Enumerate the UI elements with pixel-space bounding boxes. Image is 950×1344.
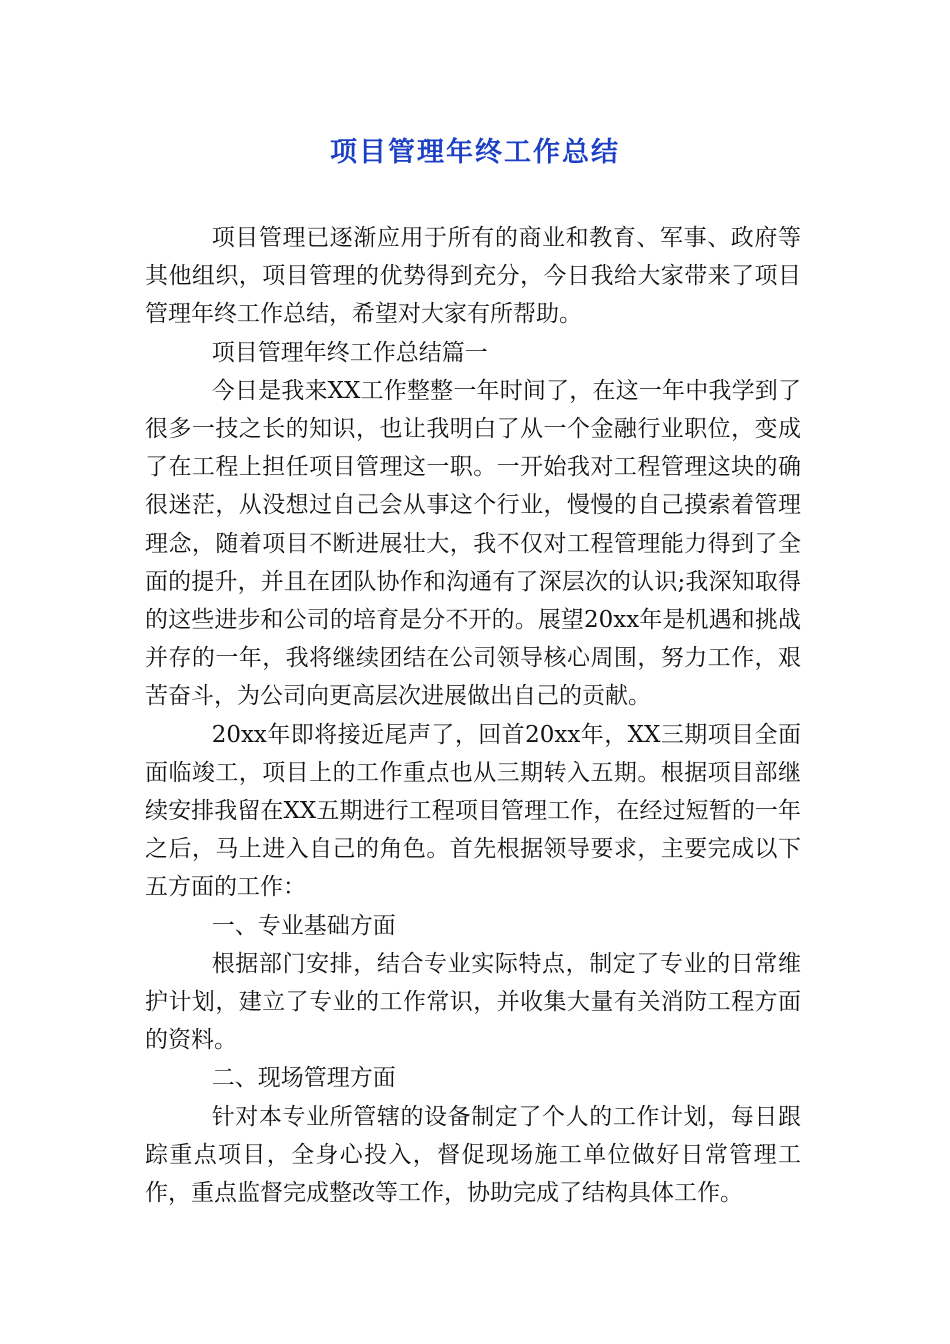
section-heading: 项目管理年终工作总结篇一: [211, 339, 488, 366]
paragraph: 根据部门安排，结合专业实际特点，制定了专业的日常维护计划，建立了专业的工作常识，并收集大量有关消防工程方面的资料。: [145, 950, 801, 1054]
paragraph: 针对本专业所管辖的设备制定了个人的工作计划，每日跟踪重点项目，全身心投入，督促现场施工单位做好日常管理工作，重点监督完成整改等工作，协助完成了结构具体工作。: [145, 1103, 801, 1207]
subheading-professional-basics: 一、专业基础方面: [211, 912, 396, 939]
document-body: [145, 219, 801, 1212]
paragraph: 20xx年即将接近尾声了，回首20xx年，XX三期项目全面面临竣工，项目上的工作重点也从三期转入五期。根据项目部继续安排我留在XX五期进行工程项目管理工作，在经过短暂的一年之后，马上进入自己的角色。首先根据领导要求，主要完成以下五方面的工作：: [145, 721, 801, 901]
paragraph: 今日是我来XX工作整整一年时间了，在这一年中我学到了很多一技之长的知识，也让我明白了从一个金融行业职位，变成了在工程上担任项目管理这一职。一开始我对工程管理这块的确很迷茫，从没想过自己会从事这个行业，慢慢的自己摸索着管理理念，随着项目不断进展壮大，我不仅对工程管理能力得到了全面的提升，并且在团队协作和沟通有了深层次的认识;我深知取得的这些进步和公司的培育是分不开的。展望20xx年是机遇和挑战并存的一年，我将继续团结在公司领导核心周围，努力工作，艰苦奋斗，为公司向更高层次进展做出自己的贡献。: [145, 377, 801, 710]
document-title: 项目管理年终工作总结: [330, 137, 620, 168]
paragraph-intro: 项目管理已逐渐应用于所有的商业和教育、军事、政府等其他组织，项目管理的优势得到充分，今日我给大家带来了项目管理年终工作总结，希望对大家有所帮助。: [145, 225, 801, 328]
subheading-site-management: 二、现场管理方面: [211, 1065, 396, 1092]
